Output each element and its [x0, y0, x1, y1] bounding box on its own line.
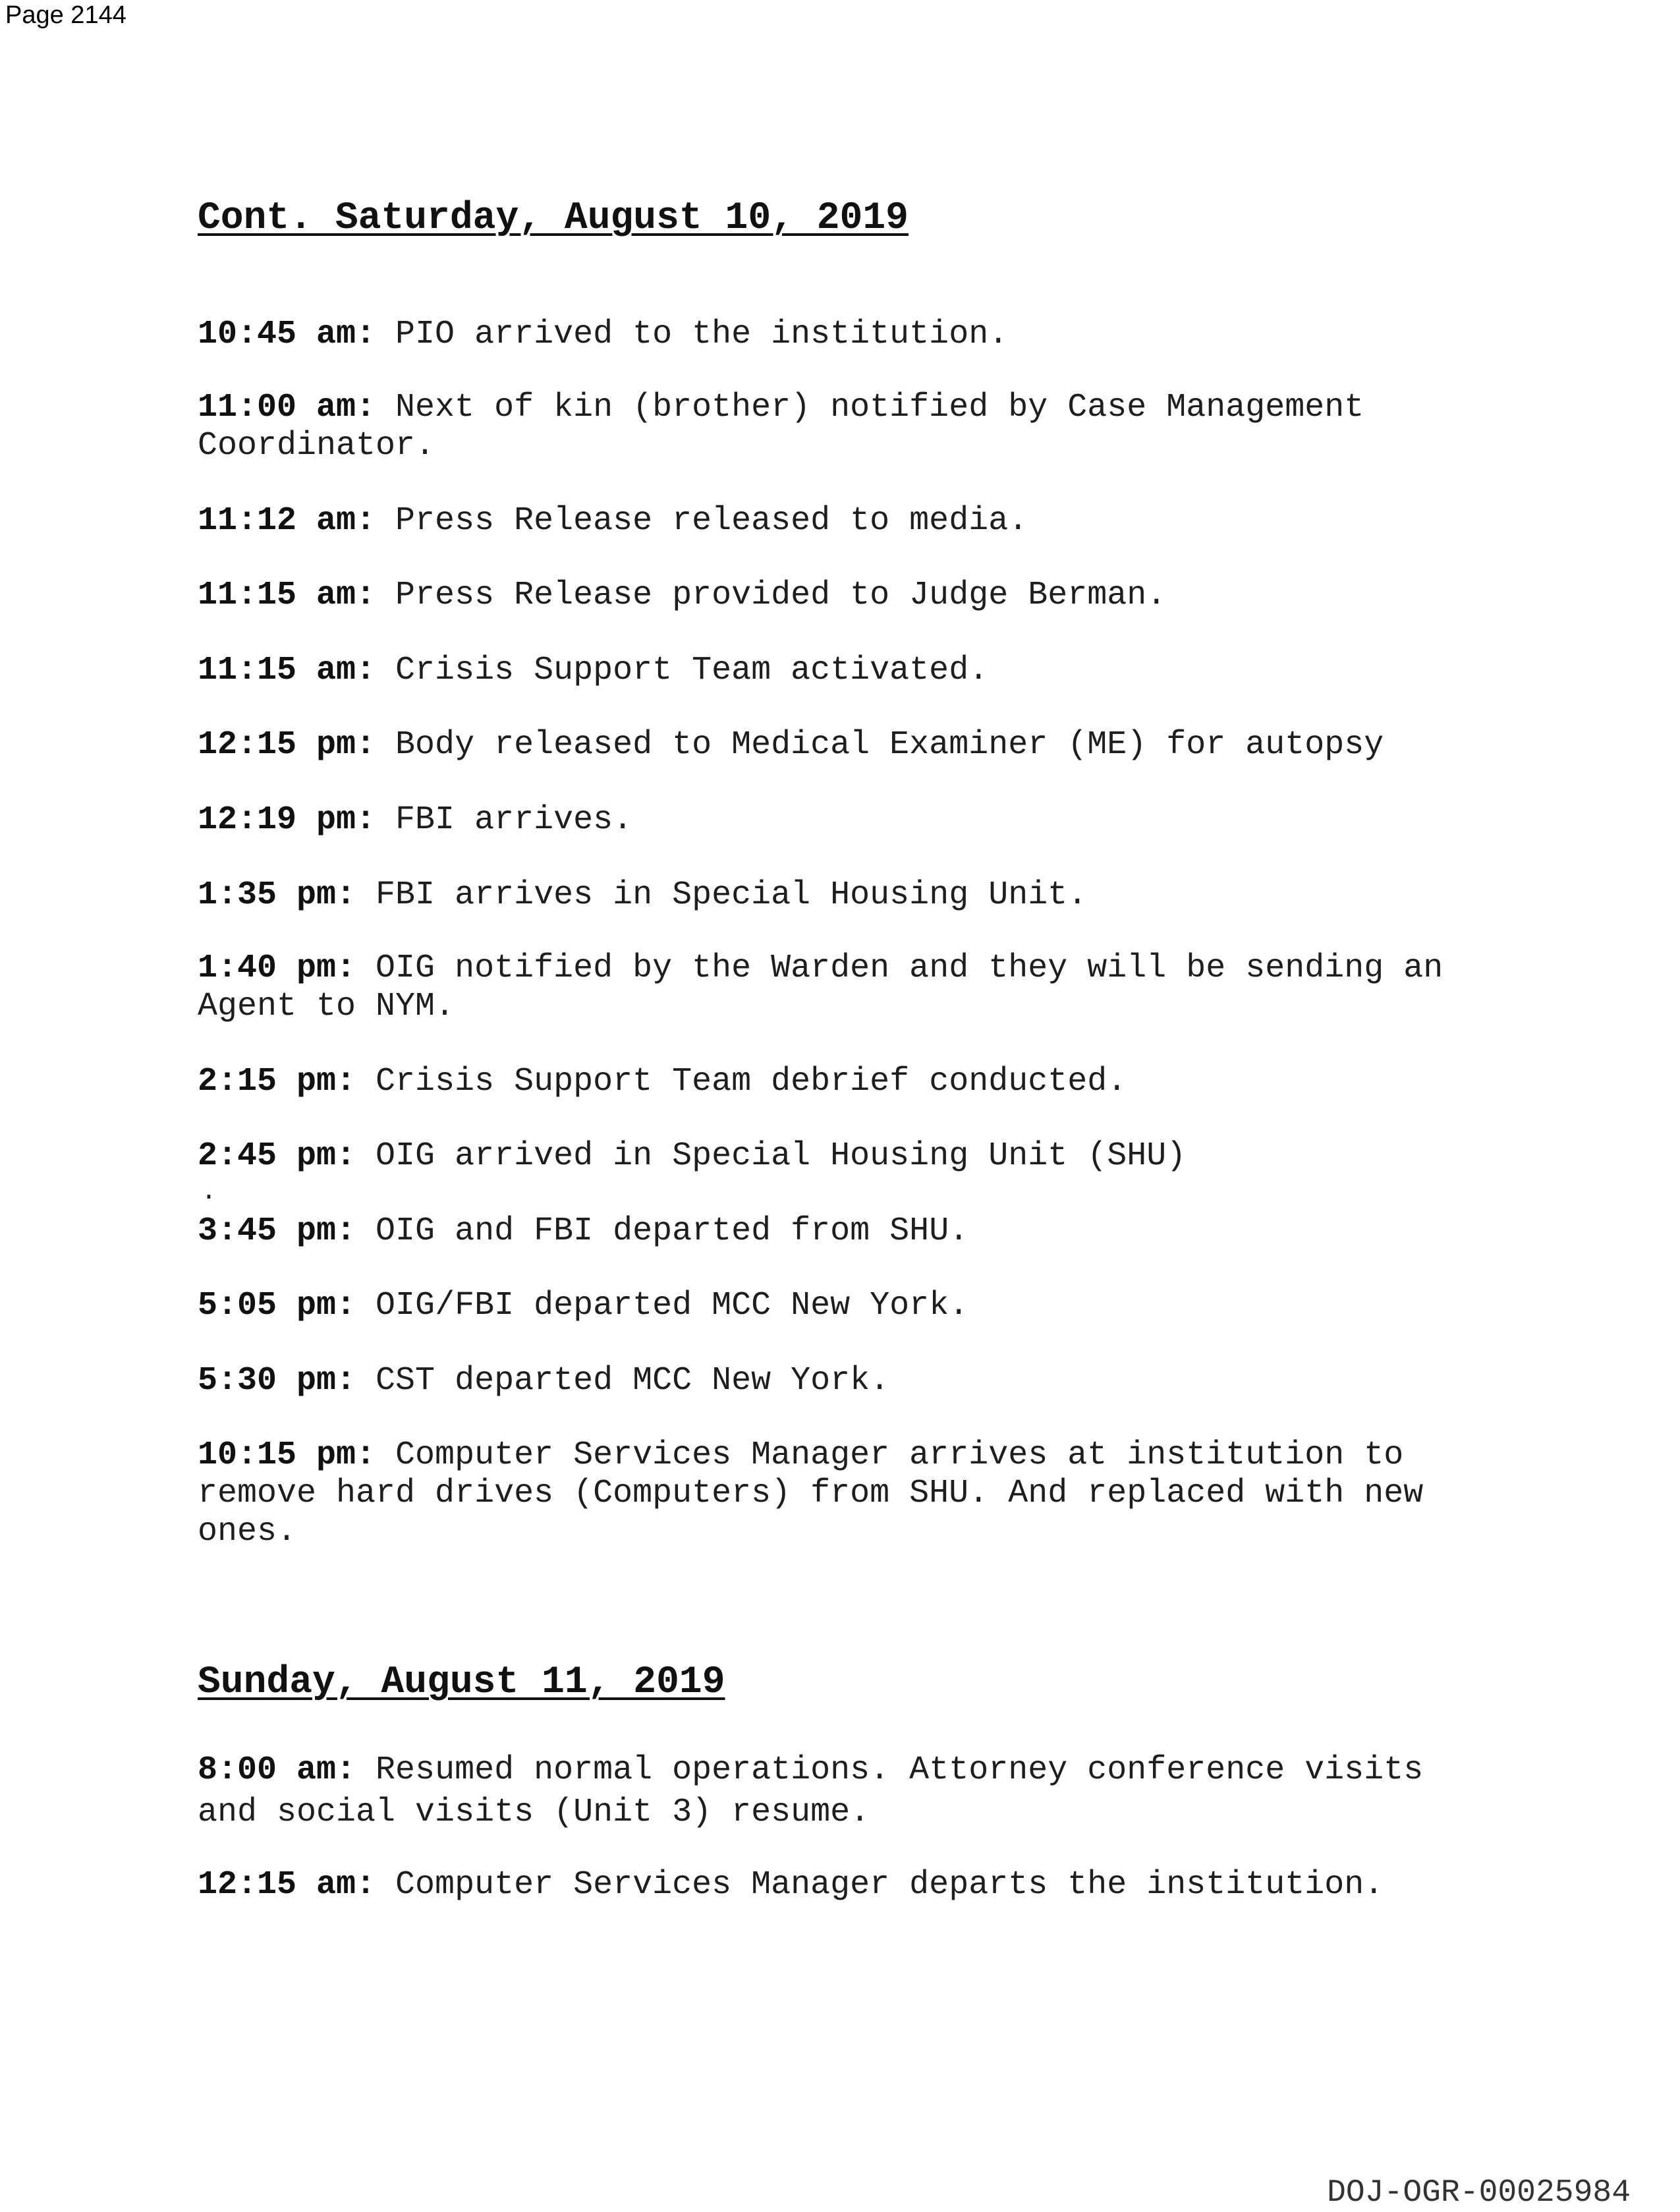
entry-time: 12:15 pm: [198, 726, 376, 764]
timeline-entry [198, 1287, 1515, 1325]
timeline-entry [198, 389, 1515, 465]
entry-text: FBI arrives. [376, 801, 633, 839]
entry-time: 5:30 pm: [198, 1362, 356, 1400]
timeline-entry [198, 502, 1515, 540]
section-heading-saturday: Cont. Saturday, August 10, 2019 [198, 197, 909, 240]
timeline-entry [198, 726, 1515, 764]
entry-time: 2:45 pm: [198, 1137, 356, 1175]
section-heading-sunday: Sunday, August 11, 2019 [198, 1661, 725, 1704]
timeline-entry [198, 1137, 1515, 1176]
timeline-entry [198, 1063, 1515, 1101]
entry-text: OIG arrived in Special Housing Unit (SHU) [356, 1137, 1187, 1175]
entry-time: 11:15 am: [198, 577, 376, 614]
entry-text: Press Release released to media. [376, 502, 1028, 540]
entry-time: 5:05 pm: [198, 1287, 356, 1324]
entry-time: 1:35 pm: [198, 876, 356, 914]
entry-time: 11:12 am: [198, 502, 376, 540]
entry-time: 1:40 pm: [198, 950, 356, 987]
entry-text: CST departed MCC New York. [356, 1362, 890, 1400]
timeline-entry [198, 1866, 1515, 1904]
entry-text: Body released to Medical Examiner (ME) for autopsy [376, 726, 1384, 764]
entry-time: 2:15 pm: [198, 1063, 356, 1100]
entry-text: OIG notified by the Warden and they will be sending an Agent to NYM. [198, 950, 1443, 1025]
timeline-entry [198, 652, 1515, 690]
page-number-label: Page 2144 [5, 1, 126, 29]
entry-time: 10:15 pm: [198, 1436, 376, 1474]
entry-time: 11:00 am: [198, 389, 376, 426]
entry-time: 3:45 pm: [198, 1212, 356, 1250]
entry-time: 12:19 pm: [198, 801, 376, 839]
timeline-entry [198, 577, 1515, 615]
timeline-entry [198, 1212, 1515, 1251]
entry-text: Crisis Support Team debrief conducted. [356, 1063, 1127, 1100]
entry-text: Press Release provided to Judge Berman. [376, 577, 1167, 614]
timeline-entry [198, 876, 1515, 915]
entry-text: Resumed normal operations. Attorney conference visits and social visits (Unit 3) resume. [198, 1751, 1424, 1831]
timeline-entry [198, 801, 1515, 839]
entry-text: OIG/FBI departed MCC New York. [356, 1287, 969, 1324]
entry-text: FBI arrives in Special Housing Unit. [356, 876, 1088, 914]
entry-text: Computer Services Manager departs the institution. [376, 1866, 1384, 1904]
timeline-entry [198, 1436, 1515, 1551]
timeline-entry [198, 1749, 1515, 1834]
bates-number: DOJ-OGR-00025984 [1327, 2175, 1631, 2211]
stray-period: . [201, 1177, 217, 1207]
entry-text: PIO arrived to the institution. [376, 316, 1009, 353]
timeline-entry [198, 316, 1515, 354]
entry-time: 11:15 am: [198, 652, 376, 689]
entry-time: 10:45 am: [198, 316, 376, 353]
entry-text: OIG and FBI departed from SHU. [356, 1212, 969, 1250]
timeline-entry [198, 950, 1515, 1026]
entry-time: 8:00 am: [198, 1751, 356, 1789]
entry-text: Next of kin (brother) notified by Case Management Coordinator. [198, 389, 1364, 465]
entry-text: Crisis Support Team activated. [376, 652, 989, 689]
entry-time: 12:15 am: [198, 1866, 376, 1904]
entry-text: Computer Services Manager arrives at institution to remove hard drives (Computers) from SHU. And replaced with new ones. [198, 1436, 1424, 1550]
timeline-entry [198, 1362, 1515, 1400]
